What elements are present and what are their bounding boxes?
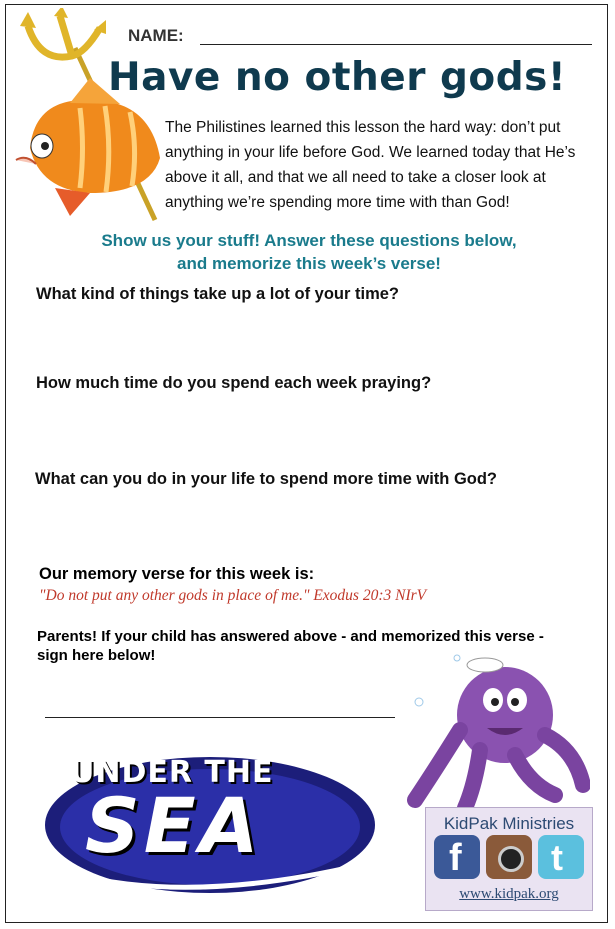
intro-paragraph: The Philistines learned this lesson the hard way: don’t put anything in your life before God. We learned today that He’s above it all, and that we all need to take a closer look at anything we’re spending more time with than God! bbox=[165, 119, 576, 211]
instagram-icon[interactable] bbox=[486, 835, 532, 879]
logo-line-2: SEA bbox=[85, 781, 263, 870]
instructions-line-2: and memorize this week’s verse! bbox=[177, 254, 441, 273]
octopus-icon bbox=[405, 650, 590, 810]
instructions-line-1: Show us your stuff! Answer these questions below, bbox=[101, 231, 517, 250]
question-3: What can you do in your life to spend more time with God? bbox=[35, 470, 498, 488]
instructions-prompt bbox=[20, 229, 598, 275]
memory-verse: "Do not put any other gods in place of me." Exodus 20:3 NIrV bbox=[39, 587, 427, 604]
kidpak-url-link[interactable]: www.kidpak.org bbox=[459, 886, 559, 902]
page-title: Have no other gods! bbox=[108, 55, 567, 100]
signature-line[interactable] bbox=[45, 717, 395, 718]
under-the-sea-logo bbox=[40, 745, 380, 895]
kidpak-title: KidPak Ministries bbox=[443, 814, 575, 833]
name-input-line[interactable] bbox=[200, 44, 592, 45]
question-1: What kind of things take up a lot of your time? bbox=[36, 285, 399, 303]
question-2: How much time do you spend each week praying? bbox=[36, 374, 432, 392]
facebook-icon[interactable]: f bbox=[434, 835, 480, 879]
kidpak-badge bbox=[425, 807, 593, 911]
logo-line-1: UNDER THE bbox=[70, 755, 274, 790]
parents-note: Parents! If your child has answered above - and memorized this verse - sign here below! bbox=[37, 628, 544, 664]
memory-verse-label: Our memory verse for this week is: bbox=[39, 565, 315, 583]
name-label: NAME: bbox=[128, 26, 184, 45]
twitter-icon[interactable]: t bbox=[538, 835, 584, 879]
